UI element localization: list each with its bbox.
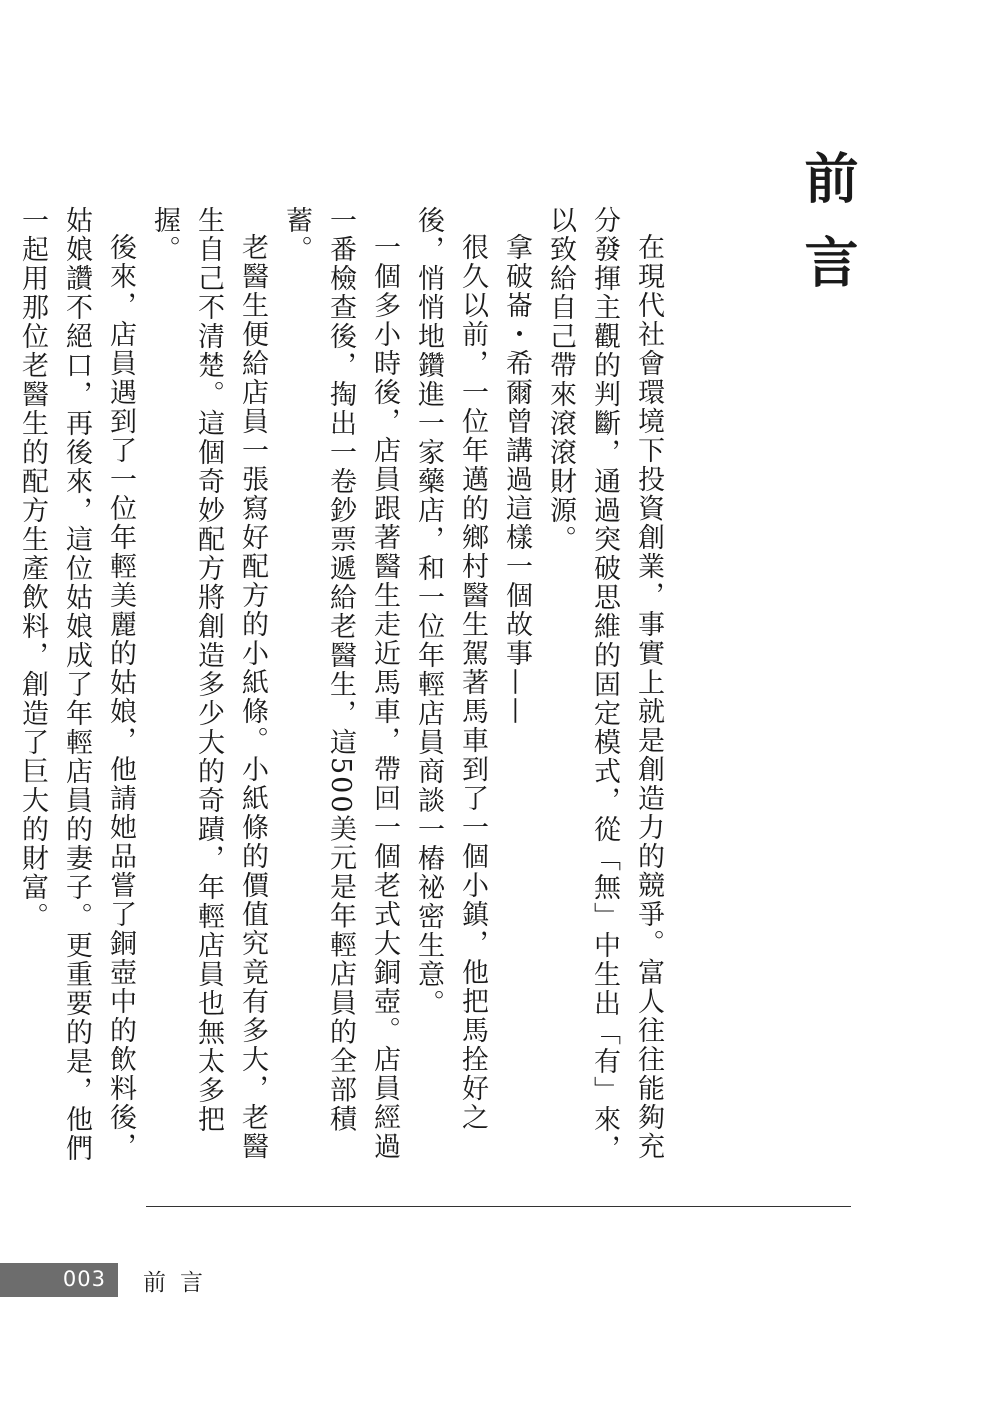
chapter-title: 前言 <box>796 150 860 318</box>
paragraph-1: 在現代社會環境下投資創業，事實上就是創造力的競爭。富人往往能夠充分發揮主觀的判斷，通過突破思維的固定模式，從「無」中生出「有」來，以致給自己帶來滾滾財源。 <box>545 206 664 1163</box>
page-number: 003 <box>62 1267 106 1291</box>
paragraph-2: 拿破崙・希爾曾講過這樣一個故事—— <box>501 233 532 726</box>
running-head: 前言 <box>143 1270 217 1296</box>
paragraph-5: 老醫生便給店員一張寫好配方的小紙條。小紙條的價值究竟有多大，老醫生自己不清楚。這個奇妙配方將創造多少大的奇蹟，年輕店員也無太多把握。 <box>149 206 268 1161</box>
page-number-tab <box>0 1263 118 1297</box>
paragraph-6: 後來，店員遇到了一位年輕美麗的姑娘，他請她品嘗了銅壺中的飲料後，姑娘讚不絕口，再後來，這位姑娘成了年輕店員的妻子。更重要的是，他們一起用那位老醫生的配方生產飲料，創造了巨大的財富。 <box>17 206 136 1163</box>
paragraph-3: 很久以前，一位年邁的鄉村醫生駕著馬車到了一個小鎮，他把馬拴好之後，悄悄地鑽進一家藥店，和一位年輕店員商談一樁祕密生意。 <box>413 206 488 1132</box>
body-text <box>10 206 670 1166</box>
paragraph-4: 一個多小時後，店員跟著醫生走近馬車，帶回一個老式大銅壺。店員經過一番檢查後，掏出一卷鈔票遞給老醫生，這500美元是年輕店員的全部積蓄。 <box>281 206 400 1161</box>
footer-rule <box>146 1206 851 1207</box>
